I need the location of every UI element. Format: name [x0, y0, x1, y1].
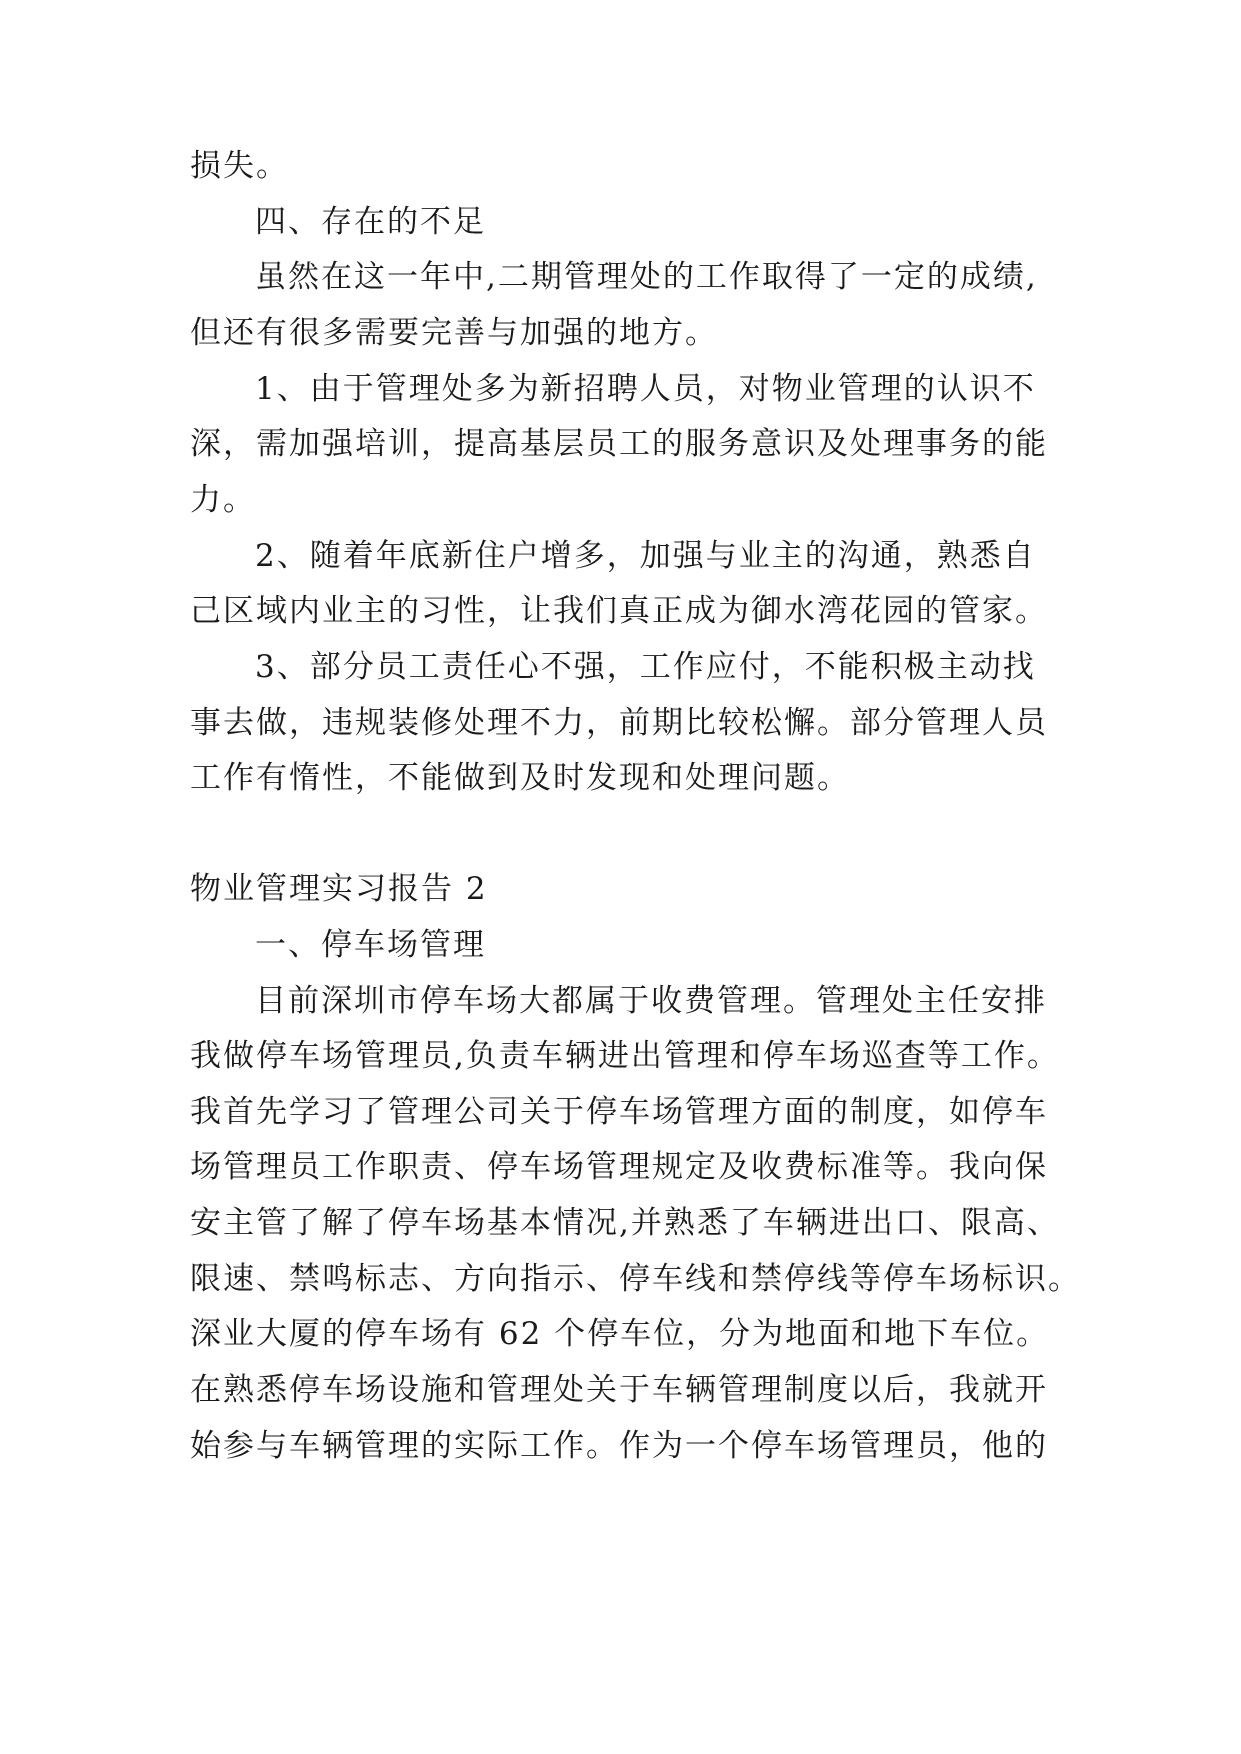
text-line: 力。: [190, 482, 256, 518]
text-line: 深业大厦的停车场有 62 个停车位，分为地面和地下车位。: [190, 1316, 1050, 1352]
text-line: 2、随着年底新住户增多，加强与业主的沟通，熟悉自: [255, 538, 1036, 574]
text-line: 损失。: [190, 148, 289, 184]
text-line: 我做停车场管理员,负责车辆进出管理和停车场巡查等工作。: [190, 1038, 1060, 1074]
text-line: 我首先学习了管理公司关于停车场管理方面的制度，如停车: [190, 1094, 1048, 1130]
text-line: 3、部分员工责任心不强，工作应付，不能积极主动找: [255, 649, 1036, 685]
text-line: 限速、禁鸣标志、方向指示、停车线和禁停线等停车场标识。: [190, 1261, 1081, 1297]
report-title: 物业管理实习报告 2: [190, 871, 488, 907]
text-line: 深，需加强培训，提高基层员工的服务意识及处理事务的能: [190, 426, 1048, 462]
text-line: 目前深圳市停车场大都属于收费管理。管理处主任安排: [255, 983, 1047, 1019]
text-line: 始参与车辆管理的实际工作。作为一个停车场管理员，他的: [190, 1428, 1048, 1464]
section-heading: 一、停车场管理: [255, 927, 486, 963]
text-line: 在熟悉停车场设施和管理处关于车辆管理制度以后，我就开: [190, 1372, 1048, 1408]
text-line: 场管理员工作职责、停车场管理规定及收费标准等。我向保: [190, 1149, 1048, 1185]
text-line: 但还有很多需要完善与加强的地方。: [190, 315, 718, 351]
section-heading: 四、存在的不足: [255, 204, 486, 240]
text-line: 己区域内业主的习性，让我们真正成为御水湾花园的管家。: [190, 593, 1048, 629]
text-line: 1、由于管理处多为新招聘人员，对物业管理的认识不: [255, 371, 1036, 407]
text-line: 虽然在这一年中,二期管理处的工作取得了一定的成绩,: [255, 259, 1038, 295]
text-line: 安主管了解了停车场基本情况,并熟悉了车辆进出口、限高、: [190, 1205, 1060, 1241]
text-line: 事去做，违规装修处理不力，前期比较松懈。部分管理人员: [190, 705, 1048, 741]
text-line: 工作有惰性，不能做到及时发现和处理问题。: [190, 760, 850, 796]
